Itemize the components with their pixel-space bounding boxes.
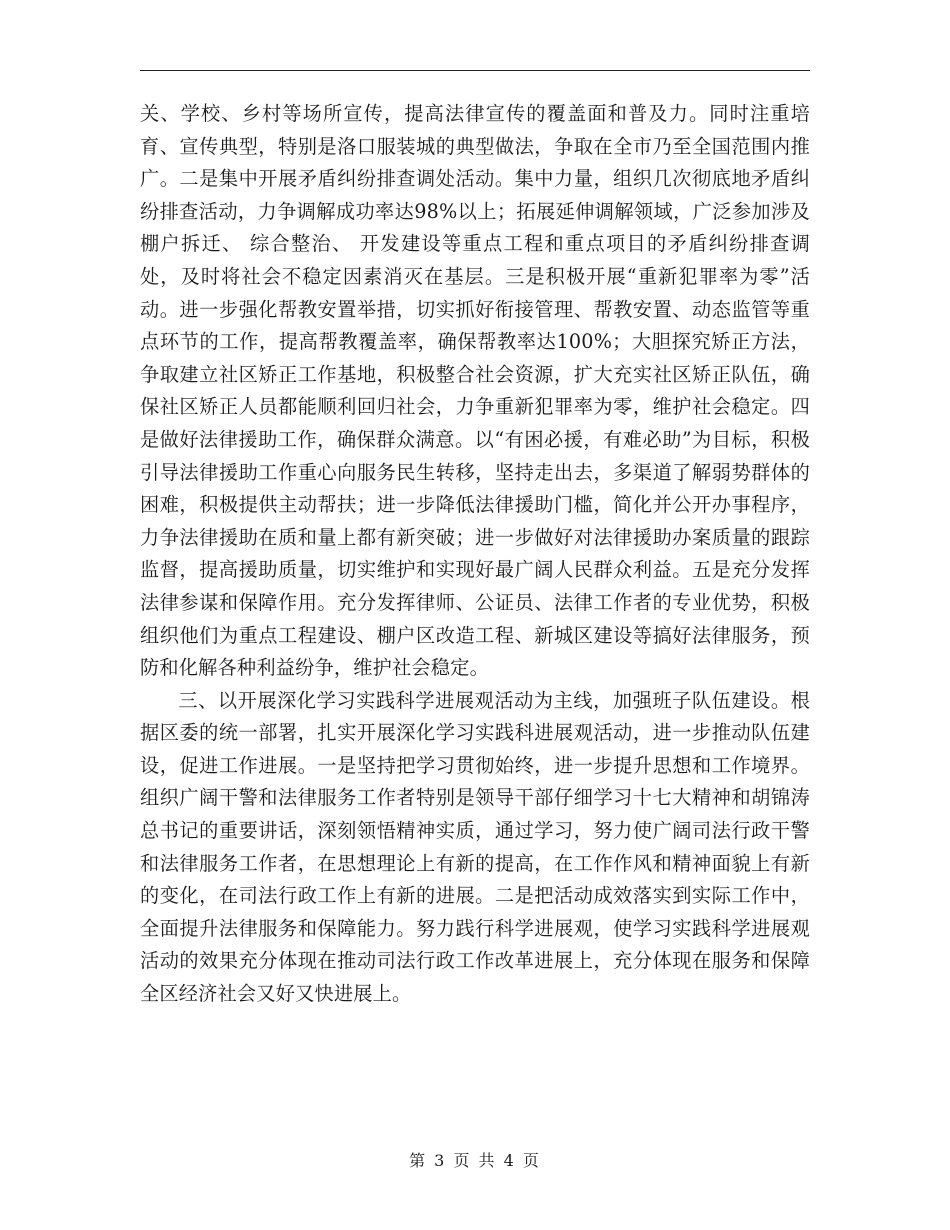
paragraph-continuation: 关、学校、乡村等场所宣传，提高法律宣传的覆盖面和普及力。同时注重培育、宣传典型，特别是洛口服装城的典型做法，争取在全市乃至全国范围内推广。二是集中开展矛盾纠纷排查调处活动。集中力量，组织几次彻底地矛盾纠纷排查活动，力争调解成功率达98%以上；拓展延伸调解领域，广泛参加涉及棚户拆迁、 综合整治、 开发建设等重点工程和重点项目的矛盾纠纷排查调处，及时将社会不稳定因素消灭在基层。三是积极开展“重新犯罪率为零”活动。进一步强化帮教安置举措，切实抓好衔接管理、帮教安置、动态监管等重点环节的工作，提高帮教覆盖率，确保帮教率达100%；大胆探究矫正方法，争取建立社区矫正工作基地，积极整合社会资源，扩大充实社区矫正队伍，确保社区矫正人员都能顺利回归社会，力争重新犯罪率为零，维护社会稳定。四是做好法律援助工作，确保群众满意。以“有困必援，有难必助”为目标，积极引导法律援助工作重心向服务民生转移，坚持走出去，多渠道了解弱势群体的困难，积极提供主动帮扶；进一步降低法律援助门槛，简化并公开办事程序，力争法律援助在质和量上都有新突破；进一步做好对法律援助办案质量的跟踪监督，提高援助质量，切实维护和实现好最广阔人民群众利益。五是充分发挥法律参谋和保障作用。充分发挥律师、公证员、法律工作者的专业优势，积极组织他们为重点工程建设、棚户区改造工程、新城区建设等搞好法律服务，预防和化解各种利益纷争，维护社会稳定。 bbox=[140, 102, 810, 680]
header-rule bbox=[140, 70, 810, 71]
document-body bbox=[140, 98, 810, 1011]
page-number-footer: 第 3 页 共 4 页 bbox=[409, 1151, 541, 1170]
paragraph-section-three: 三、以开展深化学习实践科学进展观活动为主线，加强班子队伍建设。根据区委的统一部署，扎实开展深化学习实践科进展观活动，进一步推动队伍建设，促进工作进展。一是坚持把学习贯彻始终，进一步提升思想和工作境界。组织广阔干警和法律服务工作者特别是领导干部仔细学习十七大精神和胡锦涛总书记的重要讲话，深刻领悟精神实质，通过学习，努力使广阔司法行政干警和法律服务工作者，在思想理论上有新的提高，在工作作风和精神面貌上有新的变化，在司法行政工作上有新的进展。二是把活动成效落实到实际工作中，全面提升法律服务和保障能力。努力践行科学进展观，使学习实践科学进展观活动的效果充分体现在推动司法行政工作改革进展上，充分体现在服务和保障全区经济社会又好又快进展上。 bbox=[140, 688, 810, 1006]
